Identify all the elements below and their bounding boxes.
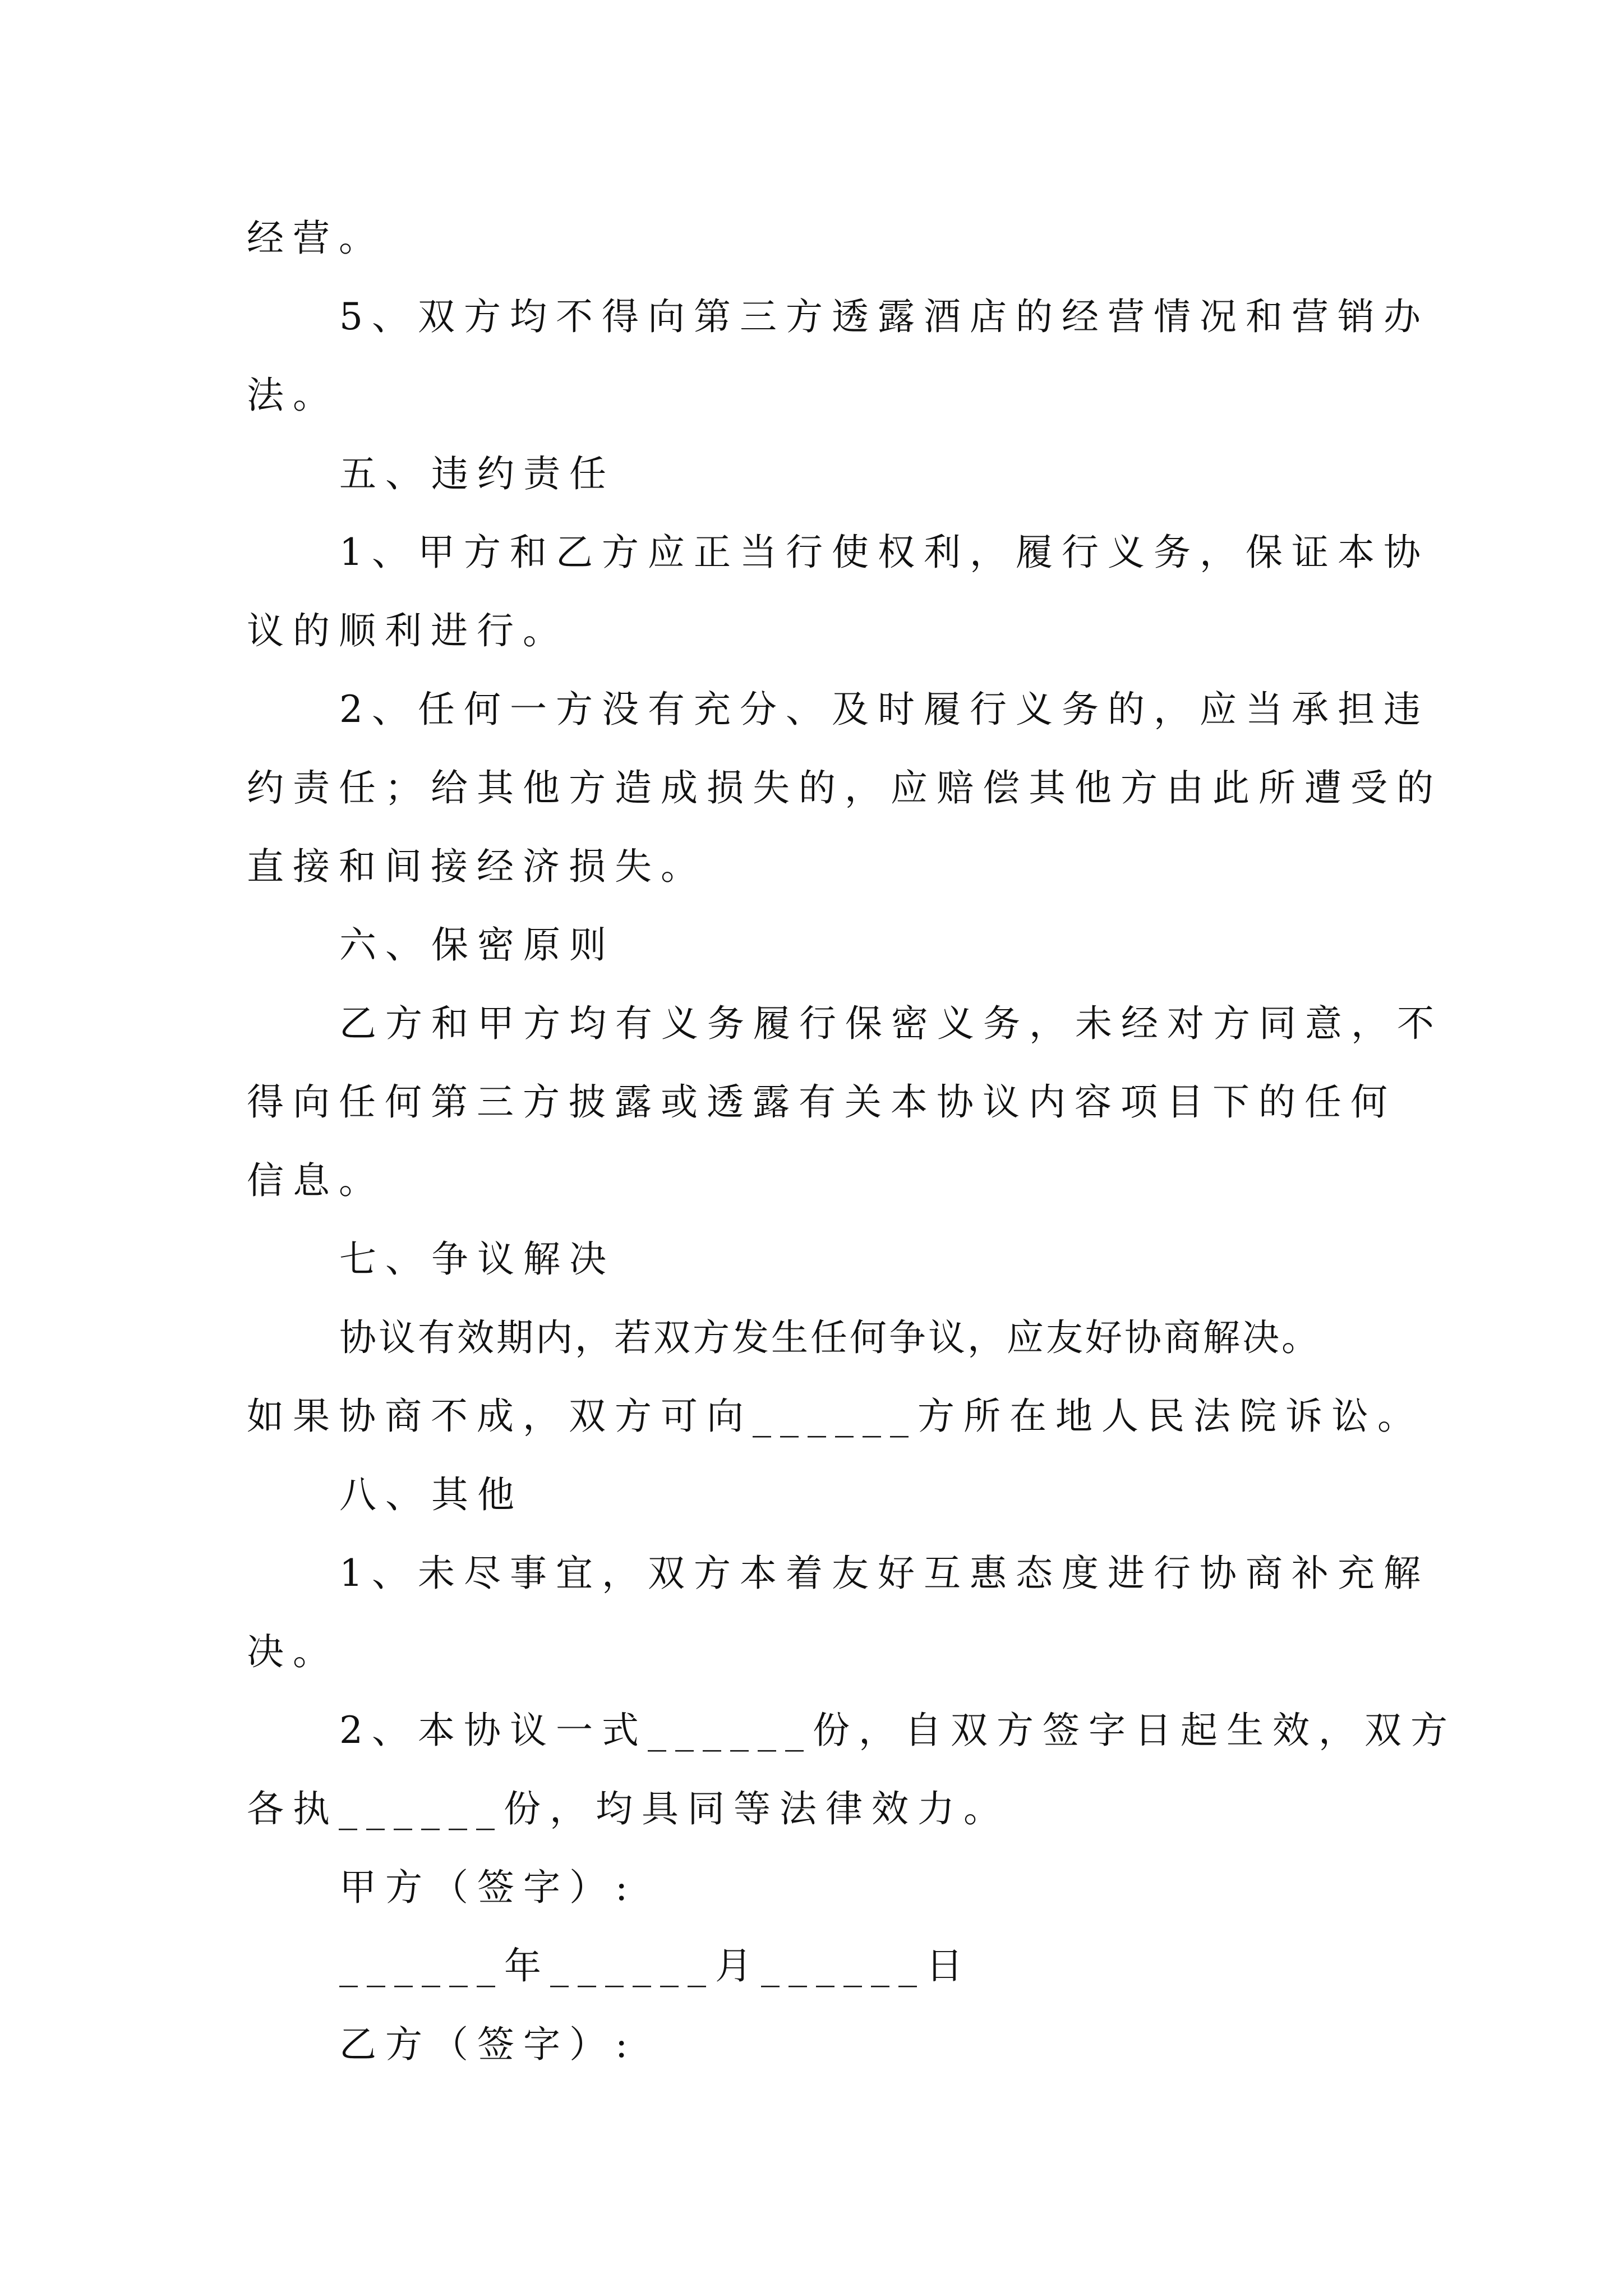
paragraph-line: 乙方和甲方均有义务履行保密义务，未经对方同意，不 <box>339 1002 1443 1045</box>
clause-2: 2、任何一方没有充分、及时履行义务的，应当承担违 <box>339 688 1430 731</box>
text-line: 议的顺利进行。 <box>247 609 569 652</box>
signature-date: ______年______月______日 <box>339 1944 972 1987</box>
text-line: 直接和间接经济损失。 <box>247 845 707 888</box>
section-heading: 六、保密原则 <box>339 923 615 967</box>
text-line: 得向任何第三方披露或透露有关本协议内容项目下的任何 <box>247 1080 1396 1124</box>
text-line: 经营。 <box>247 217 385 260</box>
text-line: 约责任；给其他方造成损失的，应赔偿其他方由此所遭受的 <box>247 766 1442 809</box>
party-a-signature: 甲方（签字）: <box>339 1866 637 1909</box>
text-line: 信息。 <box>247 1159 385 1202</box>
section-heading: 五、违约责任 <box>339 452 615 495</box>
text-line: 各执______份，均具同等法律效力。 <box>247 1787 1009 1830</box>
text-line: 如果协商不成，双方可向______方所在地人民法院诉讼。 <box>247 1395 1423 1438</box>
clause-1: 1、未尽事宜，双方本着友好互惠态度进行协商补充解 <box>339 1552 1430 1595</box>
section-heading: 八、其他 <box>339 1473 523 1516</box>
text-line: 决。 <box>247 1630 339 1673</box>
clause-5: 5、双方均不得向第三方透露酒店的经营情况和营销办 <box>339 295 1430 338</box>
paragraph-line: 协议有效期内，若双方发生任何争议，应友好协商解决。 <box>339 1316 1321 1359</box>
section-heading: 七、争议解决 <box>339 1237 615 1281</box>
text-line: 法。 <box>247 374 339 417</box>
clause-1: 1、甲方和乙方应正当行使权利，履行义务，保证本协 <box>339 531 1430 574</box>
clause-2: 2、本协议一式______份，自双方签字日起生效，双方 <box>339 1709 1456 1752</box>
party-b-signature: 乙方（签字）: <box>339 2023 637 2066</box>
